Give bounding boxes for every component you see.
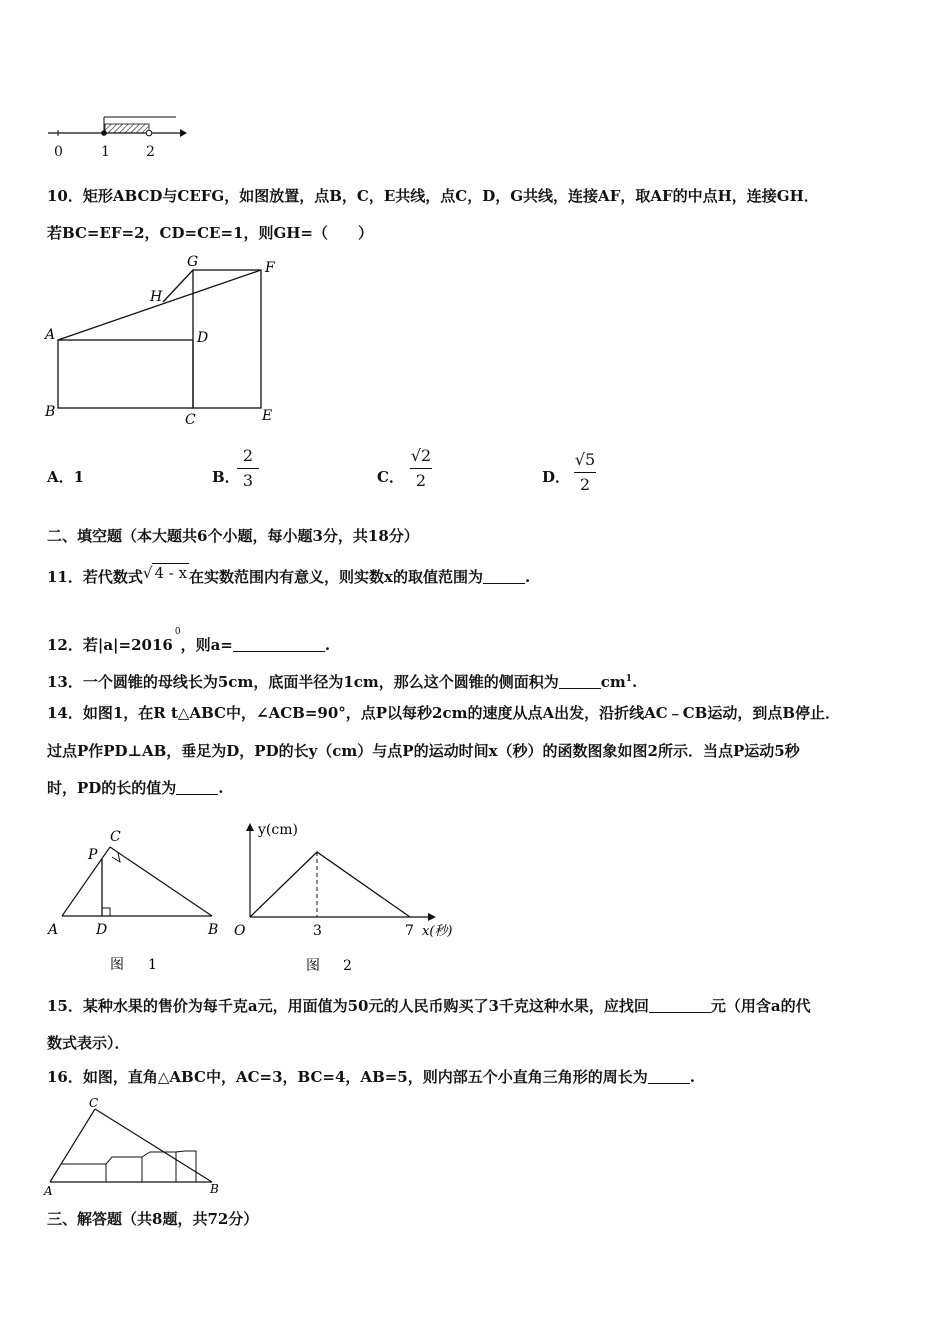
q16-end: . [689,1068,695,1086]
fig1-label-b: B [208,922,219,938]
option-b-fraction [233,446,263,491]
q11 [47,563,530,587]
q14-answer-blank[interactable] [176,780,218,795]
q14-line1: 14．如图1，在R t△ABC中，∠ACB=90°，点P以每秒2cm的速度从点A出发，沿折线AC﹣CB运动，到点B停止． [47,704,840,722]
label-e: E [262,408,273,424]
section2-title: 二、填空题（本大题共6个小题，每小题3分，共18分） [47,527,419,545]
number-line-figure [40,110,200,162]
label-f: F [265,260,275,276]
option-d-denominator: 2 [579,475,591,494]
q13-answer-blank[interactable] [559,674,601,689]
solution-hatch [105,124,149,133]
fig2-xlabel: x(秒) [422,924,453,939]
q16-label-a: A [44,1184,53,1198]
q15-line1-suffix: 元（用含a的代 [710,997,811,1015]
segment-gh [163,270,193,302]
fig2-ylabel: y(cm) [258,822,298,838]
fig2-caption-b: 2 [343,958,352,974]
rect-abcd [58,340,193,408]
q12-sup: 0 [174,627,181,637]
q10-line2: 若BC=EF=2，CD=CE=1，则GH=（ ） [47,224,373,242]
tick-label-1: 1 [101,144,110,160]
q14-line3-prefix: 时，PD的长的值为 [47,779,177,797]
option-a-letter: A． [47,468,74,486]
q10-figure [40,250,290,430]
option-c-letter[interactable]: C． [377,468,404,486]
sqrt-expression: √ 4 - x [142,564,188,582]
fig1-label-a: A [48,922,59,938]
segment-af [58,270,261,340]
q13-end: . [632,673,638,691]
q15-line1 [47,996,811,1016]
q10-line1: 10．矩形ABCD与CEFG，如图放置，点B，C，E共线，点C，D，G共线，连接AF，取AF的中点H，连接GH． [47,187,819,205]
fig2-x2: 7 [405,923,414,939]
label-b: B [45,404,56,420]
q11-answer-blank[interactable] [483,569,525,584]
fig2-origin: O [234,923,246,939]
q14-line2: 过点P作PD⊥AB，垂足为D，PD的长y（cm）与点P的运动时间x（秒）的函数图象如图2所示．当点P运动5秒 [47,742,800,760]
q16-ac [50,1109,95,1182]
tick-label-0: 0 [54,144,63,160]
q12-prefix: 12．若|a|=2016 [47,636,173,654]
label-g: G [187,254,199,270]
x-axis-arrow [428,913,436,921]
option-b-letter[interactable]: B． [212,468,240,486]
option-b-denominator: 3 [242,471,254,490]
option-c-fraction [406,446,436,491]
q13-text: 13．一个圆锥的母线长为5cm，底面半径为1cm，那么这个圆锥的侧面积为 [47,673,559,691]
q12-end: . [324,636,331,654]
label-h: H [150,289,163,305]
q12-mid: ，则a= [180,636,233,654]
option-b-numerator: 2 [242,446,254,465]
section3-title: 三、解答题（共8题，共72分） [47,1210,259,1228]
q13 [47,669,637,692]
fig2-x1: 3 [313,923,322,939]
q11-end: . [525,568,531,586]
q14-line3 [47,778,224,798]
q16-prefix: 16．如图，直角△ABC中，AC=3，BC=4，AB=5，则内部五个小直角三角形的周长为 [47,1068,648,1086]
q11-suffix: 在实数范围内有意义，则实数x的取值范围为 [189,568,483,586]
option-d-letter[interactable]: D． [542,468,571,486]
fig1-label-c: C [110,829,121,845]
q16-cb [95,1109,212,1182]
right-angle-c [112,853,120,862]
q12 [47,622,330,655]
q16-label-c: C [89,1096,99,1110]
label-d: D [197,330,209,346]
q16-figure [40,1094,230,1200]
option-d-fraction [570,450,600,495]
y-axis-arrow [246,823,254,831]
q15-line1-prefix: 15．某种水果的售价为每千克a元，用面值为50元的人民币购买了3千克这种水果，应找回 [47,997,649,1015]
fig1-caption-b: 1 [148,957,157,972]
option-a-value: 1 [73,468,85,486]
label-c: C [185,412,196,428]
fig1-label-d: D [96,922,108,938]
q13-sup: 1 [625,674,633,684]
triangle-ac [62,847,110,916]
q12-answer-blank[interactable] [233,637,325,652]
label-a: A [45,327,56,343]
open-point [146,130,152,136]
fig1-caption-a: 图 [110,957,124,972]
option-a[interactable] [47,466,84,487]
staircase [61,1151,196,1182]
q14-line3-end: . [218,779,224,797]
option-c-numerator: √2 [410,446,432,465]
triangle-cb [110,847,212,916]
fig2-caption-a: 图 [306,958,320,974]
q11-prefix: 11．若代数式 [47,568,143,586]
q16-label-b: B [210,1182,219,1196]
q16-answer-blank[interactable] [648,1069,690,1084]
q15-line2: 数式表示）． [47,1034,130,1052]
q14-figure2 [228,815,468,975]
function-graph [250,852,410,917]
q11-radicand: 4 - x [154,564,188,582]
tick-label-2: 2 [146,144,155,160]
q14-figure1 [40,822,230,972]
q15-answer-blank[interactable] [649,998,711,1013]
option-c-denominator: 2 [415,471,427,490]
number-line-arrow [180,129,187,137]
option-d-numerator: √5 [574,450,596,469]
right-angle-d [102,908,110,916]
q13-unit: cm [600,673,626,691]
closed-point [101,130,107,136]
q16 [47,1067,695,1087]
fig1-label-p: P [88,847,98,863]
